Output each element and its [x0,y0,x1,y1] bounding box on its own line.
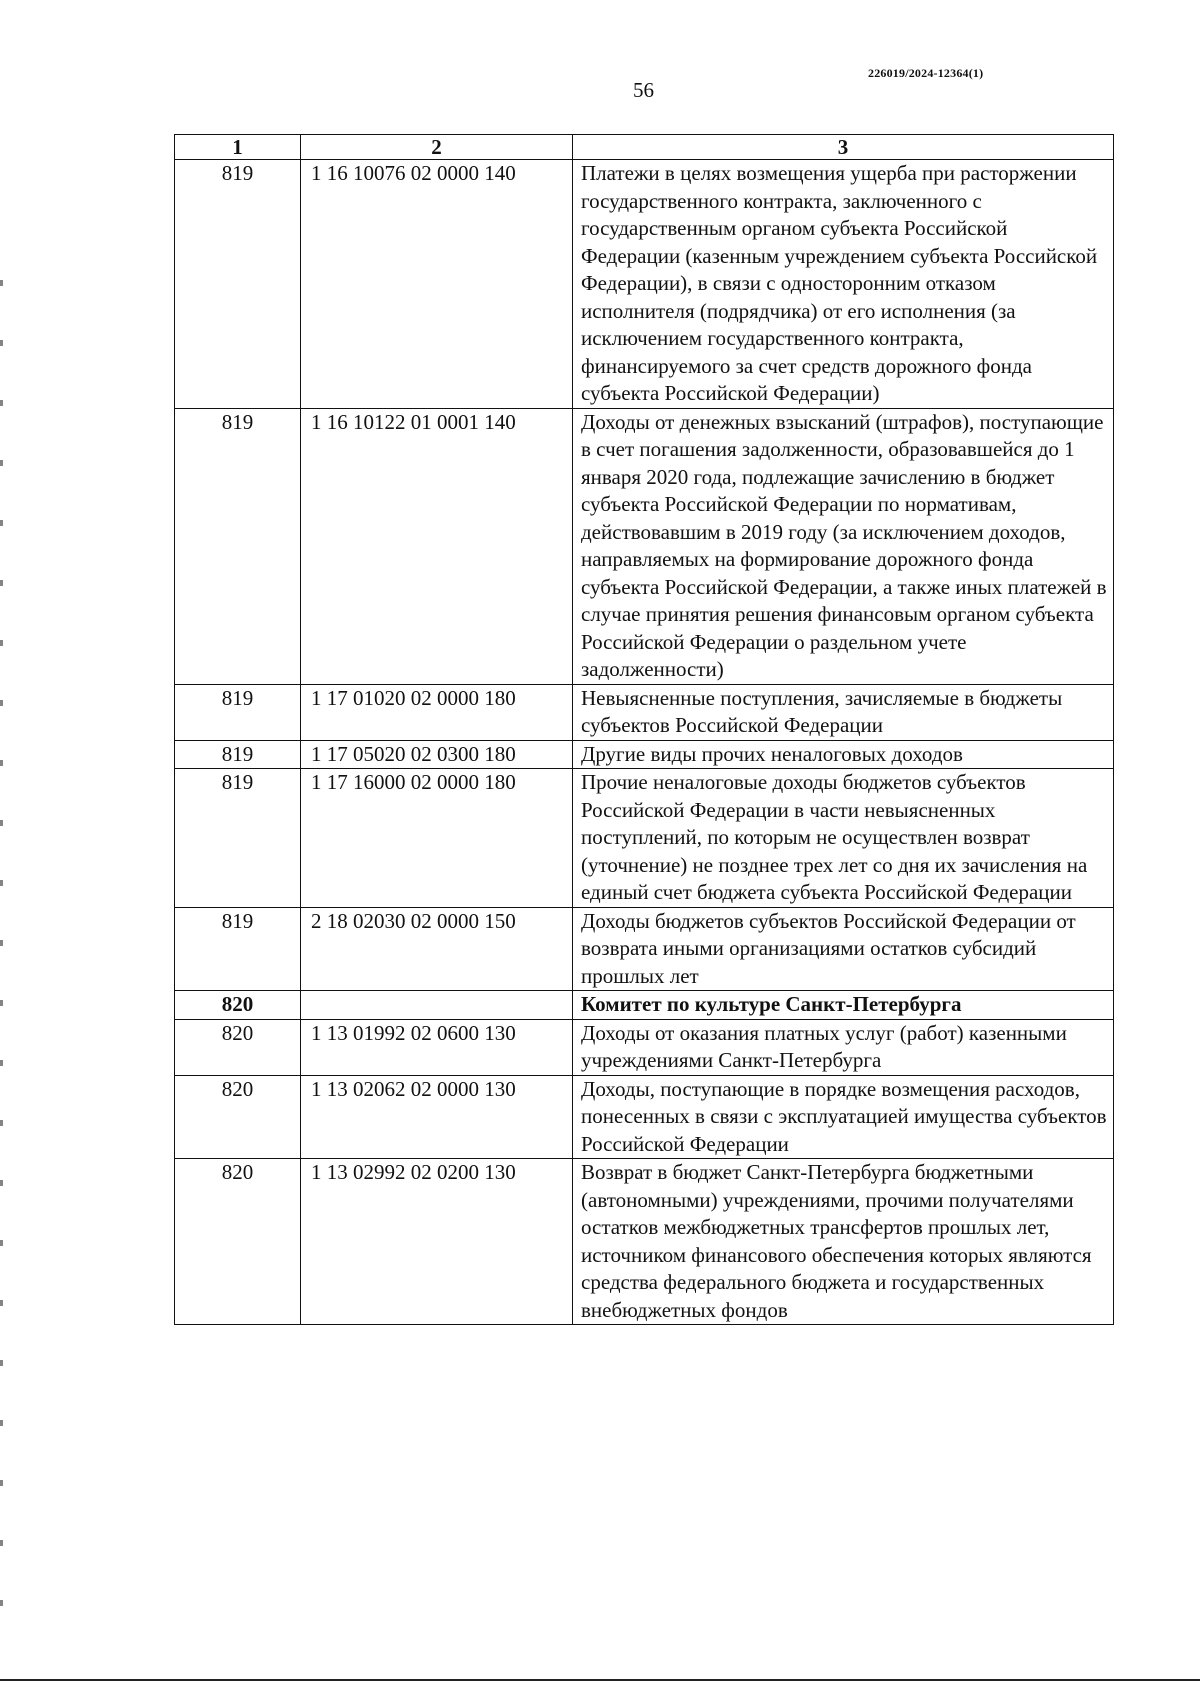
budget-classification-code-cell: 1 16 10122 01 0001 140 [301,408,573,684]
admin-code-cell: 819 [175,740,301,769]
income-description-cell: Доходы, поступающие в порядке возмещения расходов, понесенных в связи с эксплуатацией имущества субъектов Российской Федерации [573,1075,1114,1159]
administrator-name-cell: Комитет по культуре Санкт-Петербурга [573,991,1114,1020]
budget-classification-code-cell: 1 13 01992 02 0600 130 [301,1019,573,1075]
admin-code-cell: 820 [175,1019,301,1075]
admin-code-cell: 820 [175,991,301,1020]
table-section-row [175,991,1114,1020]
income-description-cell: Невыясненные поступления, зачисляемые в бюджеты субъектов Российской Федерации [573,684,1114,740]
table-row [175,1075,1114,1159]
income-description-cell: Прочие неналоговые доходы бюджетов субъектов Российской Федерации в части невыясненных поступлений, по которым не осуществлен возврат (уточнение) не позднее трех лет со дня их зачисления на единый счет бюджета субъекта Российской Федерации [573,769,1114,908]
table-row [175,684,1114,740]
table-row [175,740,1114,769]
column-header-3: 3 [573,135,1114,160]
budget-classification-code-cell: 1 16 10076 02 0000 140 [301,160,573,409]
admin-code-cell: 820 [175,1075,301,1159]
table-row [175,907,1114,991]
table-header-row [175,135,1114,160]
admin-code-cell: 820 [175,1159,301,1325]
page-number: 56 [633,78,654,102]
scan-edge-marks [0,280,3,1660]
income-description-cell: Доходы бюджетов субъектов Российской Федерации от возврата иными организациями остатков субсидий прошлых лет [573,907,1114,991]
income-description-cell: Платежи в целях возмещения ущерба при расторжении государственного контракта, заключенного с государственным органом субъекта Российской Федерации (казенным учреждением субъекта Российской Федерации), в связи с односторонним отказом исполнителя (подрядчика) от его исполнения (за исключением государственного контракта, финансируемого за счет средств дорожного фонда субъекта Российской Федерации) [573,160,1114,409]
budget-classification-code-cell: 1 17 05020 02 0300 180 [301,740,573,769]
column-header-1: 1 [175,135,301,160]
budget-classification-code-cell: 1 17 16000 02 0000 180 [301,769,573,908]
table-row [175,769,1114,908]
budget-classification-code-cell: 1 17 01020 02 0000 180 [301,684,573,740]
admin-code-cell: 819 [175,408,301,684]
table-body [175,160,1114,1325]
income-description-cell: Доходы от оказания платных услуг (работ) казенными учреждениями Санкт-Петербурга [573,1019,1114,1075]
document-registration-number: 226019/2024-12364(1) [868,66,984,80]
admin-code-cell: 819 [175,769,301,908]
table-row [175,408,1114,684]
admin-code-cell: 819 [175,907,301,991]
table-row [175,1019,1114,1075]
income-description-cell: Доходы от денежных взысканий (штрафов), поступающие в счет погашения задолженности, образовавшейся до 1 января 2020 года, подлежащие зачислению в бюджет субъекта Российской Федерации по нормативам, действовавшим в 2019 году (за исключением доходов, направляемых на формирование дорожного фонда субъекта Российской Федерации, а также иных платежей в случае принятия решения финансовым органом субъекта Российской Федерации о раздельном учете задолженности) [573,408,1114,684]
budget-classification-code-cell [301,991,573,1020]
budget-classification-code-cell: 2 18 02030 02 0000 150 [301,907,573,991]
column-header-2: 2 [301,135,573,160]
income-description-cell: Другие виды прочих неналоговых доходов [573,740,1114,769]
income-description-cell: Возврат в бюджет Санкт-Петербурга бюджетными (автономными) учреждениями, прочими получателями остатков межбюджетных трансфертов прошлых лет, источником финансового обеспечения которых являются средства федерального бюджета и государственных внебюджетных фондов [573,1159,1114,1325]
table-row [175,160,1114,409]
table-row [175,1159,1114,1325]
admin-code-cell: 819 [175,684,301,740]
budget-classification-code-cell: 1 13 02992 02 0200 130 [301,1159,573,1325]
page-bottom-edge [0,1679,1200,1681]
budget-classification-code-cell: 1 13 02062 02 0000 130 [301,1075,573,1159]
admin-code-cell: 819 [175,160,301,409]
budget-codes-table [174,134,1114,1325]
